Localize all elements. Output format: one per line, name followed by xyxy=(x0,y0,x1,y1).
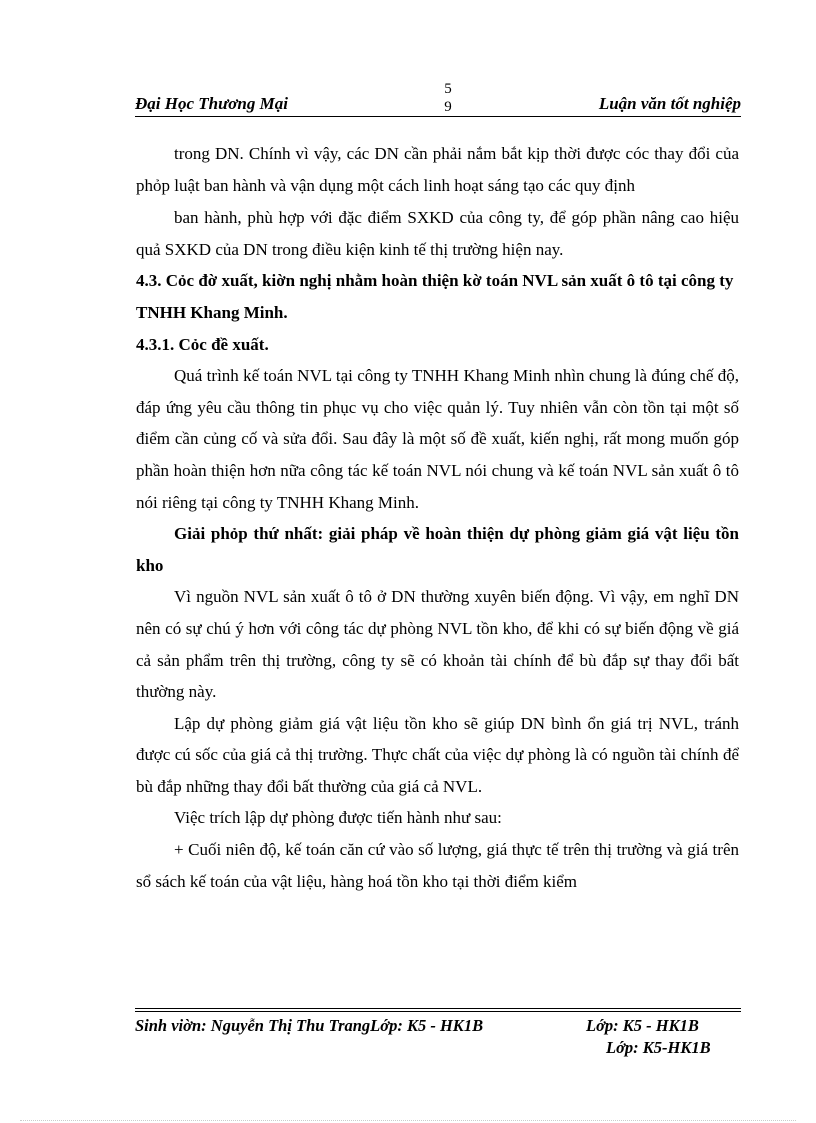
footer-divider xyxy=(135,1011,741,1012)
paragraph: Lập dự phòng giảm giá vật liệu tồn kho sẽ giúp DN bình ổn giá trị NVL, tránh được cú sốc của giá cả thị trường. Thực chất của việc dự phòng là có nguồn tài chính để bù đắp những thay đổi bất thường của giá cả NVL. xyxy=(136,713,739,796)
paragraph: ban hành, phù hợp với đặc điểm SXKD của công ty, để góp phần nâng cao hiệu quả SXKD của DN trong điều kiện kinh tế thị trường hiện nay. xyxy=(136,208,739,259)
paragraph: Vì nguồn NVL sản xuất ô tô ở DN thường xuyên biến động. Vì vậy, em nghĩ DN nên có sự chú ý hơn với công tác dự phòng NVL tồn kho, để khi có sự biến động về giá cả sản phẩm trên thị trường, công ty sẽ có khoản tài chính để bù đắp sự thay đổi bất thường này. xyxy=(136,587,739,702)
section-heading-4-3-1: 4.3.1. Cỏc đề xuất. xyxy=(136,334,269,354)
section-heading-4-3: 4.3. Cỏc đờ xuất, kiờn nghị nhằm hoàn thiện kờ toán NVL sản xuất ô tô tại công ty TNHH Khang Minh. xyxy=(136,271,734,322)
paragraph: Việc trích lập dự phòng được tiến hành như sau: xyxy=(174,808,502,828)
footer-student: Sinh viờn: Nguyễn Thị Thu TrangLớp: K5 - HK1B xyxy=(135,1016,484,1035)
footer-class-2: Lớp: K5-HK1B xyxy=(606,1038,711,1057)
header-divider xyxy=(135,116,741,117)
paragraph: trong DN. Chính vì vậy, các DN cần phải nắm bắt kịp thời được cóc thay đổi của phỏp luật ban hành và vận dụng một cách linh hoạt sáng tạo các quy định xyxy=(136,144,739,195)
page-number xyxy=(441,80,455,116)
paragraph: Quá trình kế toán NVL tại công ty TNHH Khang Minh nhìn chung là đúng chế độ, đáp ứng yêu cầu thông tin phục vụ cho việc quản lý. Tuy nhiên vẫn còn tồn tại một số điểm cần củng cố và sửa đổi. Sau đây là một số đề xuất, kiến nghị, rất mong muốn góp phần hoàn thiện hơn nữa công tác kế toán NVL nói chung và kế toán NVL sản xuất ô tô nói riêng tại công ty TNHH Khang Minh. xyxy=(136,366,739,512)
page-number-top: 5 xyxy=(444,81,452,97)
bottom-dotted-line xyxy=(20,1120,796,1121)
thesis-label: Luận văn tốt nghiệp xyxy=(598,94,741,113)
page-number-bottom: 9 xyxy=(444,99,452,115)
paragraph: + Cuối niên độ, kế toán căn cứ vào số lượng, giá thực tế trên thị trường và giá trên sổ sách kế toán của vật liệu, hàng hoá tồn kho tại thời điểm kiểm xyxy=(136,840,739,891)
footer-divider xyxy=(135,1008,741,1009)
page-body xyxy=(136,138,739,897)
page-header xyxy=(135,80,741,120)
solution-heading: Giải phỏp thứ nhất: giải pháp về hoàn thiện dự phòng giảm giá vật liệu tồn kho xyxy=(136,524,739,575)
footer-class: Lớp: K5 - HK1B xyxy=(586,1016,699,1035)
university-name: Đại Học Thương Mại xyxy=(135,94,288,113)
